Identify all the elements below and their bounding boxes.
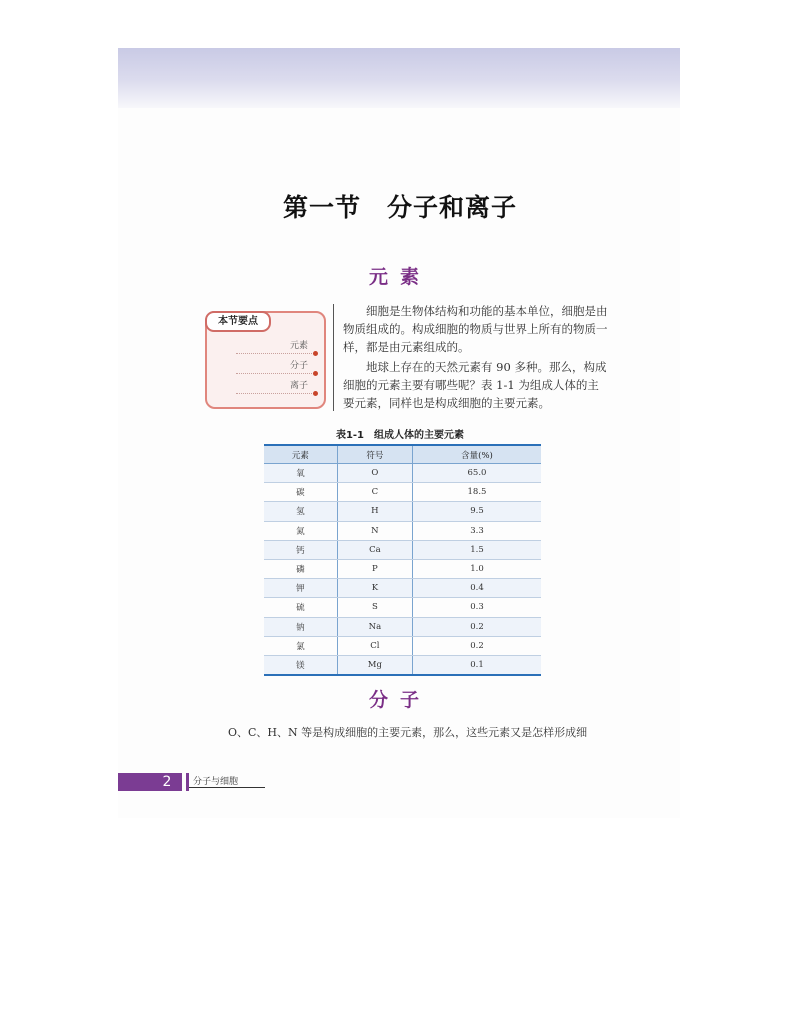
- section-heading-molecules: 分子: [368, 689, 431, 711]
- table-cell: N: [337, 521, 412, 540]
- table-row: [264, 579, 541, 598]
- key-point-label: 分子: [289, 361, 308, 371]
- table-cell: O: [337, 464, 412, 483]
- table-header-row: [264, 445, 541, 464]
- table-cell: P: [337, 559, 412, 578]
- table-cell: 钾: [264, 579, 337, 598]
- table-caption: 表1-1 组成人体的主要元素: [335, 430, 465, 441]
- book-title: 分子与细胞: [193, 777, 239, 787]
- key-point-label: 元素: [289, 341, 308, 351]
- table-cell: 0.2: [412, 617, 541, 636]
- table-row: [264, 559, 541, 578]
- table-cell: 碳: [264, 483, 337, 502]
- body-paragraph: O、C、H、N 等是构成细胞的主要元素，那么，这些元素又是怎样形成细: [228, 726, 588, 739]
- key-points-title: 本节要点: [205, 311, 271, 332]
- table-cell: 钠: [264, 617, 337, 636]
- table-cell: 氧: [264, 464, 337, 483]
- table-row: [264, 617, 541, 636]
- table-row: [264, 483, 541, 502]
- bullet-dot-icon: [313, 371, 318, 376]
- table-cell: 0.2: [412, 636, 541, 655]
- table-cell: H: [337, 502, 412, 521]
- table-cell: 3.3: [412, 521, 541, 540]
- table-cell: Mg: [337, 655, 412, 675]
- table-body: [264, 464, 541, 676]
- table-cell: 65.0: [412, 464, 541, 483]
- page-number: 2: [162, 774, 172, 790]
- section-heading-elements: 元素: [368, 266, 431, 288]
- table-row: [264, 598, 541, 617]
- key-point-item: [236, 340, 316, 354]
- key-point-label: 离子: [289, 381, 308, 391]
- table-cell: K: [337, 579, 412, 598]
- margin-divider: [333, 304, 334, 411]
- body-paragraph: 细胞是生物体结构和功能的基本单位，细胞是由物质组成的。构成细胞的物质与世界上所有的物质一样，都是由元素组成的。: [343, 304, 608, 354]
- table-row: [264, 521, 541, 540]
- table-cell: 0.3: [412, 598, 541, 617]
- table-row: [264, 540, 541, 559]
- header-band: [118, 48, 680, 108]
- chapter-title: 第一节 分子和离子: [282, 193, 517, 222]
- table-cell: 氮: [264, 521, 337, 540]
- table-cell: 钙: [264, 540, 337, 559]
- table-cell: 硫: [264, 598, 337, 617]
- footer-underline: [189, 787, 265, 788]
- key-points-box: [205, 311, 326, 409]
- table-cell: Cl: [337, 636, 412, 655]
- table-row: [264, 502, 541, 521]
- body-paragraph: 地球上存在的天然元素有 90 多种。那么，构成细胞的元素主要有哪些呢？表 1-1 为组成人体的主要元素，同样也是构成细胞的主要元素。: [343, 360, 607, 410]
- table-cell: 0.1: [412, 655, 541, 675]
- table-row: [264, 464, 541, 483]
- table-cell: S: [337, 598, 412, 617]
- column-header: 含量(%): [412, 445, 541, 464]
- elements-table: [264, 444, 541, 676]
- key-point-item: [236, 360, 316, 374]
- table-cell: 18.5: [412, 483, 541, 502]
- table-cell: 氢: [264, 502, 337, 521]
- table-cell: Ca: [337, 540, 412, 559]
- table-row: [264, 655, 541, 675]
- table-cell: 镁: [264, 655, 337, 675]
- column-header: 元素: [264, 445, 337, 464]
- table-cell: 1.0: [412, 559, 541, 578]
- footer-tick: [186, 773, 189, 791]
- column-header: 符号: [337, 445, 412, 464]
- table-row: [264, 636, 541, 655]
- key-point-item: [236, 380, 316, 394]
- table-cell: Na: [337, 617, 412, 636]
- table-cell: 氯: [264, 636, 337, 655]
- table-cell: C: [337, 483, 412, 502]
- table-cell: 1.5: [412, 540, 541, 559]
- bullet-dot-icon: [313, 351, 318, 356]
- bullet-dot-icon: [313, 391, 318, 396]
- table-cell: 磷: [264, 559, 337, 578]
- table-cell: 0.4: [412, 579, 541, 598]
- table-cell: 9.5: [412, 502, 541, 521]
